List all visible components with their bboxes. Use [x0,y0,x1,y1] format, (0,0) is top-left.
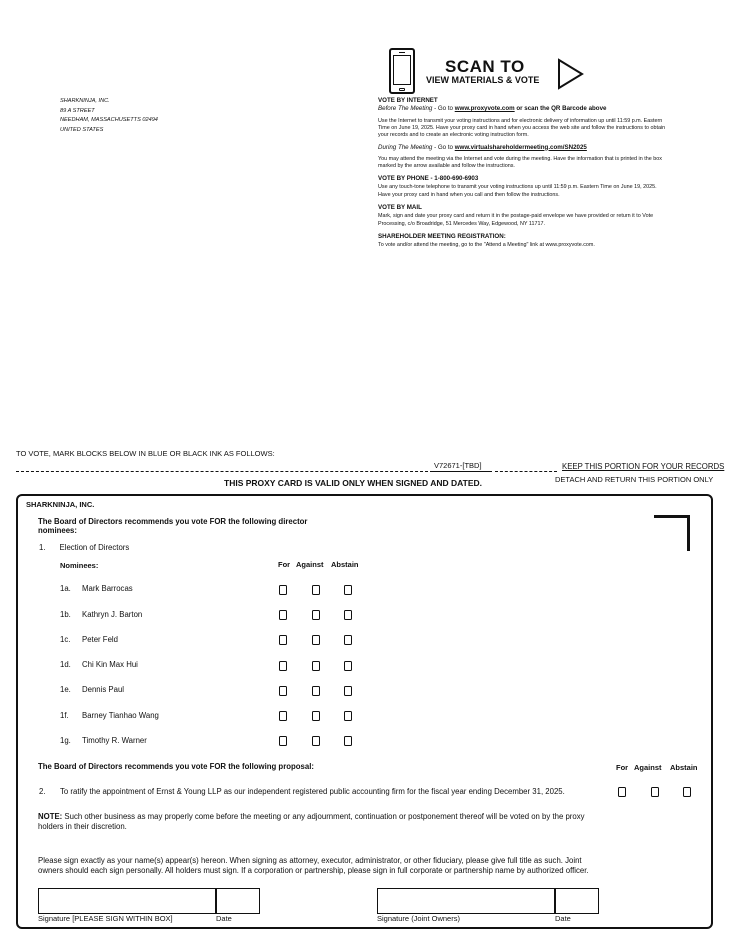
board-recommendation-directors: The Board of Directors recommends you vote FOR the following director nominees: [38,517,308,535]
note-label: NOTE: [38,812,63,821]
vote-against-checkbox[interactable] [312,711,320,721]
nominee-name: Chi Kin Max Hui [82,660,138,669]
nominee-name: Peter Feld [82,635,118,644]
vote-for-checkbox[interactable] [279,736,287,746]
proposal-2-for-checkbox[interactable] [618,787,626,797]
note-text: Such other business as may properly come before the meeting or any adjournment, continuation or postponement thereof will be voted on by the proxy holders in their discretion. [38,812,585,831]
nominee-number: 1g. [60,736,71,745]
registration-body: To vote and/or attend the meeting, go to the "Attend a Meeting" link at www.proxyvote.com. [378,241,595,248]
mark-instructions: TO VOTE, MARK BLOCKS BELOW IN BLUE OR BLACK INK AS FOLLOWS: [16,449,275,458]
vote-for-checkbox[interactable] [279,635,287,645]
phone-body: Use any touch-tone telephone to transmit your voting instructions up until 11:59 p.m. Eastern Time on June 19, 2025. Have your proxy card in hand when you call and then follow the instructions. [378,184,657,199]
proposal-2-abstain-checkbox[interactable] [683,787,691,797]
date-label: Date [216,914,232,923]
note-paragraph [38,812,608,831]
before-label: Before The Meeting [378,105,433,112]
vote-abstain-checkbox[interactable] [344,585,352,595]
vote-for-checkbox[interactable] [279,610,287,620]
virtual-meeting-link[interactable]: www.virtualshareholdermeeting.com/SN2025 [454,143,587,151]
address-street: 89 A STREET [60,107,95,114]
signature-label: Signature [PLEASE SIGN WITHIN BOX] [38,914,173,923]
vote-for-checkbox[interactable] [279,711,287,721]
joint-signature-box[interactable] [377,888,555,914]
vote-abstain-checkbox[interactable] [344,610,352,620]
proposal-1-heading [39,543,129,552]
nominee-name: Kathryn J. Barton [82,610,143,619]
detach-dashed-line-right [495,471,557,472]
col-for-header: For [278,560,291,569]
detach-dashed-line [16,471,433,472]
scan-title: SCAN TO [445,57,525,76]
detach-label: DETACH AND RETURN THIS PORTION ONLY [555,475,714,484]
valid-notice: THIS PROXY CARD IS VALID ONLY WHEN SIGNED AND DATED. [224,478,483,488]
vote-for-checkbox[interactable] [279,686,287,696]
proxyvote-link[interactable]: www.proxyvote.com [454,105,515,112]
nominee-number: 1d. [60,660,71,669]
vote-against-checkbox[interactable] [312,736,320,746]
during-mid: - Go to [432,143,455,151]
col-for-header-2: For [616,763,629,772]
vote-abstain-checkbox[interactable] [344,711,352,721]
vote-abstain-checkbox[interactable] [344,686,352,696]
board-recommendation-proposal: The Board of Directors recommends you vote FOR the following proposal: [38,762,314,771]
nominee-number: 1a. [60,584,71,593]
proposal-2-number: 2. [39,787,46,796]
mail-body: Mark, sign and date your proxy card and return it in the postage-paid envelope we have provided or return it to Vote Processing, c/o Broadridge, 51 Mercedes Way, Edgewood, NY 11717. [378,212,654,228]
nominee-number: 1e. [60,685,71,694]
nominee-name: Timothy R. Warner [82,736,147,745]
mail-heading: VOTE BY MAIL [378,203,422,211]
address-city: NEEDHAM, MASSACHUSETTS 02494 [60,117,158,123]
nominee-number: 1c. [60,635,71,644]
vote-abstain-checkbox[interactable] [344,736,352,746]
phone-heading: VOTE BY PHONE - 1-800-690-6903 [378,175,479,183]
during-label: During The Meeting [378,143,433,151]
nominee-name: Barney Tianhao Wang [82,711,159,720]
nominee-number: 1f. [60,711,69,720]
keep-portion-label: KEEP THIS PORTION FOR YOUR RECORDS [562,462,725,471]
signing-instructions: Please sign exactly as your name(s) appear(s) hereon. When signing as attorney, executor, administrator, or other fiduciary, please give full title as such. Joint owners should each sign personally. All holders must sign. If a corporation or partnership, please sign in full corporate or partnership name by authorized officer. [38,856,589,875]
vote-against-checkbox[interactable] [312,585,320,595]
registration-heading: SHAREHOLDER MEETING REGISTRATION: [378,232,506,240]
vote-abstain-checkbox[interactable] [344,635,352,645]
proposal-2-against-checkbox[interactable] [651,787,659,797]
nominee-name: Dennis Paul [82,685,125,694]
col-abstain-header-2: Abstain [670,763,698,772]
col-abstain-header: Abstain [331,560,359,569]
nominees-heading: Nominees: [60,561,99,570]
proposal-2-text: To ratify the appointment of Ernst & Young LLP as our independent registered public accounting firm for the fiscal year ending December 31, 2025. [60,787,565,796]
proposal-1-label: Election of Directors [59,543,130,552]
vote-for-checkbox[interactable] [279,585,287,595]
arrow-right-icon [557,58,585,90]
vote-against-checkbox[interactable] [312,686,320,696]
signature-box[interactable] [38,888,216,914]
address-country: UNITED STATES [60,126,104,133]
scan-subtitle: VIEW MATERIALS & VOTE [426,75,540,85]
joint-date-label: Date [555,914,571,923]
voting-instructions [378,97,668,254]
vote-for-checkbox[interactable] [279,661,287,671]
vote-against-checkbox[interactable] [312,610,320,620]
joint-signature-label: Signature (Joint Owners) [377,914,460,923]
vote-abstain-checkbox[interactable] [344,661,352,671]
during-body: You may attend the meeting via the Internet and vote during the meeting. Have the information that is printed in the box marked by the arrow available and follow the instructions. [378,156,662,170]
internet-heading: VOTE BY INTERNET [378,97,438,104]
control-code: V72671-[TBD] [434,461,482,470]
joint-date-box[interactable] [555,888,599,914]
col-against-header-2: Against [634,763,662,772]
col-against-header: Against [296,560,324,569]
address-company: SHARKNINJA, INC. [60,98,110,104]
internet-body: Use the Internet to transmit your voting instructions and for electronic delivery of information up until 11:59 p.m. Eastern Time on June 19, 2025. Have your proxy card in hand when you access the web site and follow the instructions to obtain your records and to create an electronic voting instruction form. [378,117,666,138]
code-underline [432,471,492,472]
smartphone-icon [389,48,415,94]
vote-against-checkbox[interactable] [312,661,320,671]
proposal-1-number: 1. [39,543,46,552]
corner-mark [654,515,690,551]
date-box[interactable] [216,888,260,914]
nominee-number: 1b. [60,610,71,619]
nominee-name: Mark Barrocas [82,584,133,593]
before-mid: - Go to [432,105,455,112]
mailing-address [60,97,210,135]
vote-against-checkbox[interactable] [312,635,320,645]
card-company: SHARKNINJA, INC. [26,500,95,509]
before-tail: or scan the QR Barcode above [514,105,607,112]
